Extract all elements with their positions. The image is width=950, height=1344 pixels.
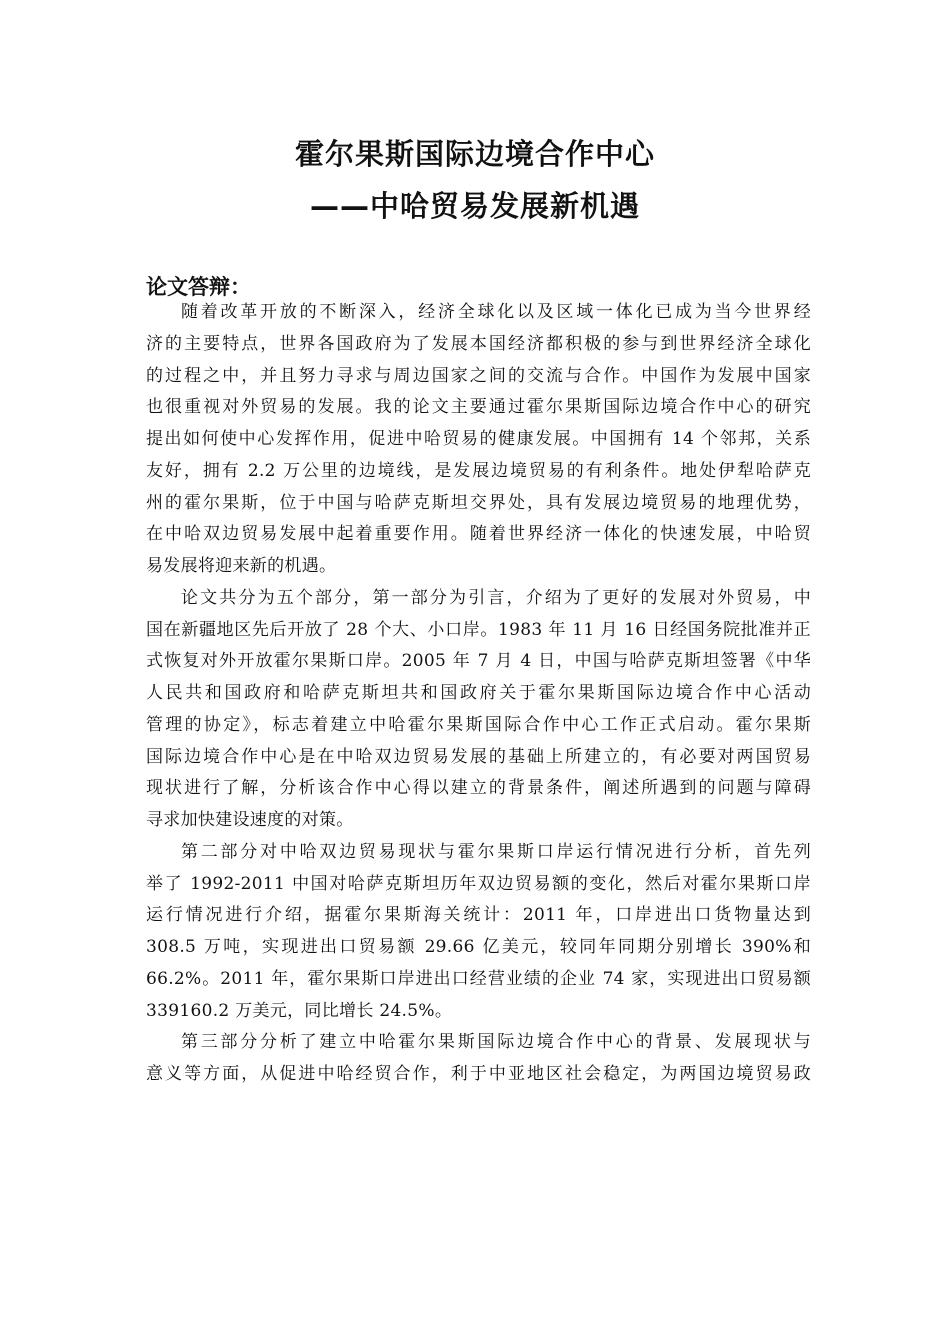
text-line: 的过程之中，并且努力寻求与周边国家之间的交流与合作。中国作为发展中国家 — [146, 365, 811, 386]
page-subtitle: ——中哈贸易发展新机遇 — [309, 189, 640, 223]
title-block — [0, 128, 950, 232]
text-line: 论文共分为五个部分，第一部分为引言，介绍为了更好的发展对外贸易，中 — [181, 587, 811, 608]
text-line: 国际边境合作中心是在中哈双边贸易发展的基础上所建立的，有必要对两国贸易 — [146, 746, 811, 767]
text-line: 339160.2 万美元，同比增长 24.5%。 — [146, 1000, 453, 1021]
text-line: 308.5 万吨，实现进出口贸易额 29.66 亿美元，较同年同期分别增长 390%和 — [146, 937, 811, 957]
text-line: 人民共和国政府和哈萨克斯坦共和国政府关于霍尔果斯国际边境合作中心活动 — [146, 683, 811, 703]
text-line: 66.2%。2011 年，霍尔果斯口岸进出口经营业绩的企业 74 家，实现进出口贸易额 — [146, 968, 811, 989]
text-line: 式恢复对外开放霍尔果斯口岸。2005 年 7 月 4 日，中国与哈萨克斯坦签署《中华 — [146, 651, 811, 672]
text-line: 提出如何使中心发挥作用，促进中哈贸易的健康发展。中国拥有 14 个邻邦，关系 — [146, 429, 811, 449]
text-line: 友好，拥有 2.2 万公里的边境线，是发展边境贸易的有利条件。地处伊犁哈萨克 — [146, 460, 811, 481]
text-line: 在中哈双边贸易发展中起着重要作用。随着世界经济一体化的快速发展，中哈贸 — [146, 524, 811, 545]
body-text — [146, 297, 811, 1091]
text-line: 现状进行了解，分析该合作中心得以建立的背景条件，阐述所遇到的问题与障碍 — [146, 778, 811, 799]
text-line: 随着改革开放的不断深入，经济全球化以及区域一体化已成为当今世界经 — [181, 302, 811, 322]
text-line: 国在新疆地区先后开放了 28 个大、小口岸。1983 年 11 月 16 日经国务院批准并正 — [146, 619, 811, 640]
section-heading: 论文答辩： — [146, 275, 251, 299]
text-line: 第二部分对中哈双边贸易现状与霍尔果斯口岸运行情况进行分析，首先列 — [181, 841, 811, 862]
paragraph — [146, 1027, 811, 1091]
text-line: 第三部分分析了建立中哈霍尔果斯国际边境合作中心的背景、发展现状与 — [181, 1032, 811, 1053]
text-line: 州的霍尔果斯，位于中国与哈萨克斯坦交界处，具有发展边境贸易的地理优势， — [146, 492, 811, 513]
text-line: 易发展将迎来新的机遇。 — [146, 556, 337, 576]
text-line: 管理的协定》，标志着建立中哈霍尔果斯国际合作中心工作正式启动。霍尔果斯 — [146, 714, 811, 735]
text-line: 济的主要特点，世界各国政府为了发展本国经济都积极的参与到世界经济全球化 — [146, 333, 811, 354]
text-line: 意义等方面，从促进中哈经贸合作，利于中亚地区社会稳定，为两国边境贸易政 — [146, 1064, 811, 1084]
text-line: 寻求加快建设速度的对策。 — [146, 810, 354, 830]
paragraph — [146, 583, 811, 837]
text-line: 举了 1992-2011 中国对哈萨克斯坦历年双边贸易额的变化，然后对霍尔果斯口岸 — [146, 873, 811, 894]
page-title: 霍尔果斯国际边境合作中心 — [294, 137, 655, 171]
text-line: 运行情况进行介绍，据霍尔果斯海关统计：2011 年，口岸进出口货物量达到 — [146, 905, 811, 926]
paragraph — [146, 837, 811, 1028]
paragraph — [146, 297, 811, 583]
text-line: 也很重视对外贸易的发展。我的论文主要通过霍尔果斯国际边境合作中心的研究 — [146, 397, 811, 418]
